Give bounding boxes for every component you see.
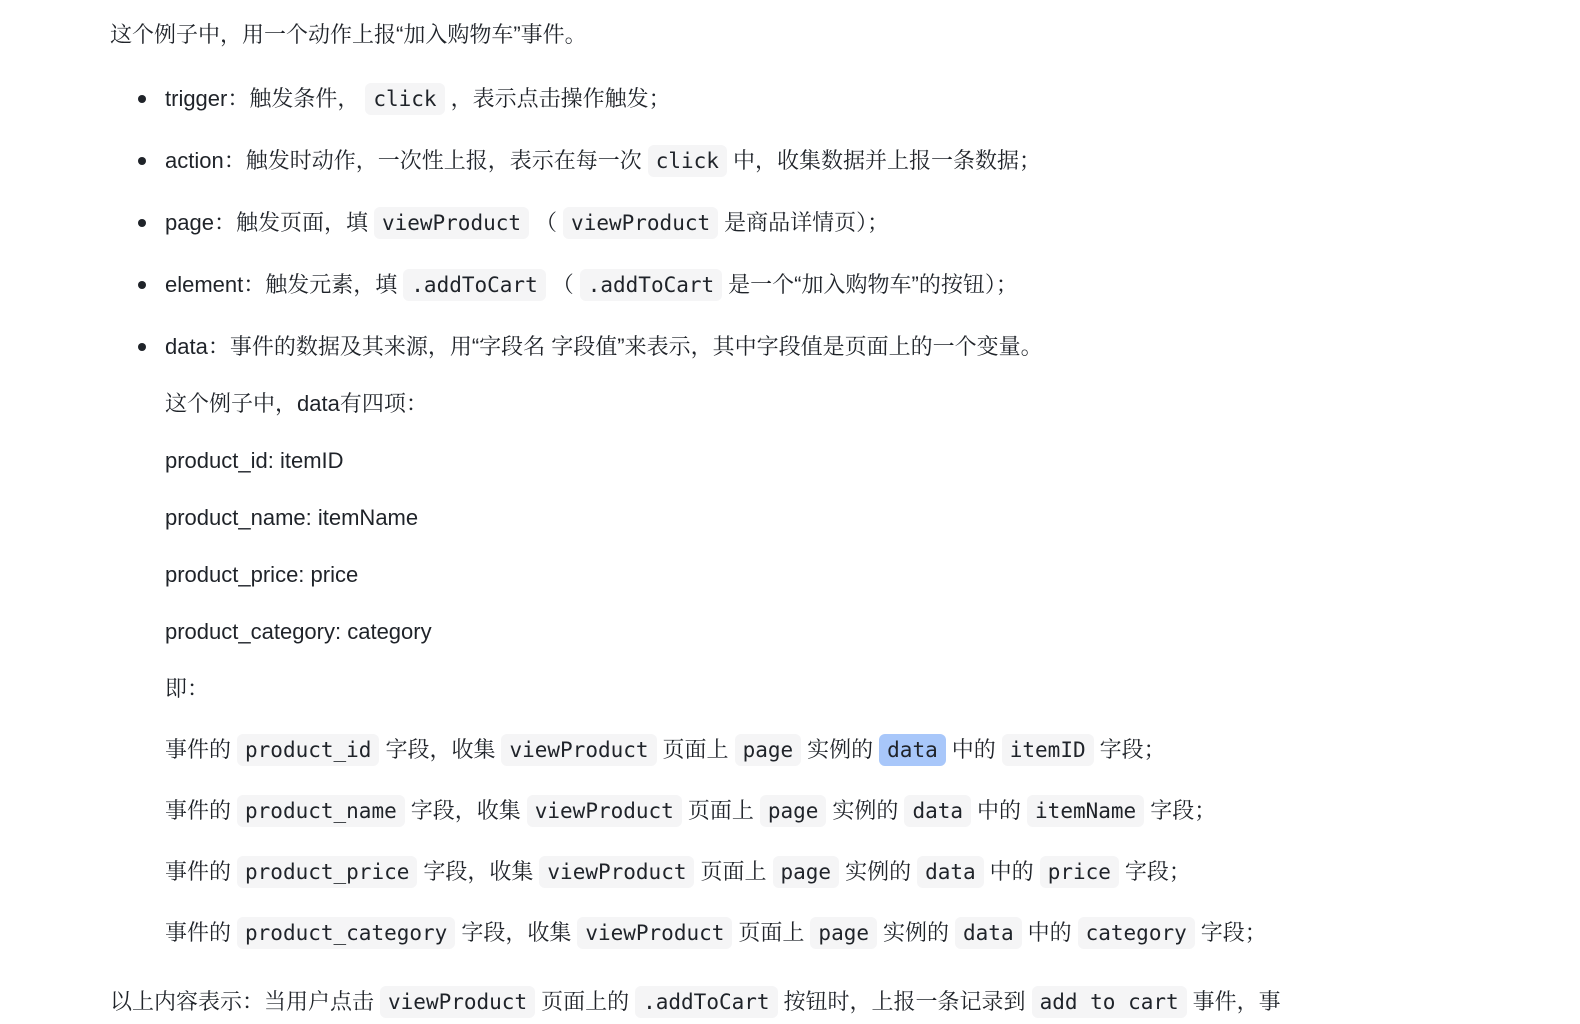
text-run: data：事件的数据及其来源，用“字段名 字段值”来表示，其中字段值是页面上的一个变量。 [165, 334, 1043, 359]
text-run: 中的 [989, 859, 1034, 884]
data-field-product-name [165, 501, 1550, 535]
text-run: product_name: itemName [165, 505, 419, 530]
text-run: 字段； [1150, 798, 1217, 823]
data-sub-namely [165, 672, 1550, 706]
text-run: 字段； [1200, 920, 1267, 945]
text-run: 页面上的 [541, 989, 630, 1014]
text-run: （ [551, 272, 574, 297]
text-run: 事件的 [165, 798, 232, 823]
bullet-action-text [165, 148, 1041, 173]
inline-code-chip: viewProduct [527, 795, 682, 827]
text-run: 是一个“加入购物车”的按钮）； [728, 272, 1018, 297]
text-run: 事件的 [165, 737, 232, 762]
bullet-item-action [165, 144, 1550, 178]
inline-code-chip: viewProduct [577, 917, 732, 949]
inline-code-chip: viewProduct [563, 207, 718, 239]
text-run: 页面上 [738, 920, 805, 945]
text-run: 是商品详情页）； [724, 210, 890, 235]
inline-code-chip: product_category [237, 917, 455, 949]
inline-code-chip: click [648, 145, 727, 177]
text-run: 这个例子中，data有四项： [165, 391, 428, 416]
text-run: 事件的 [165, 859, 232, 884]
bullet-data-text [165, 330, 1550, 364]
text-run: 中的 [977, 798, 1022, 823]
text-run: trigger：触发条件， [165, 86, 360, 111]
inline-code-chip: viewProduct [380, 986, 535, 1018]
text-run: 实例的 [845, 859, 912, 884]
text-run: 这个例子中，用一个动作上报“加入购物车”事件。 [110, 22, 587, 47]
inline-code-chip: itemID [1002, 734, 1094, 766]
bullet-list [110, 82, 1550, 950]
inline-code-chip: .addToCart [580, 269, 722, 301]
bullet-element-text [165, 272, 1018, 297]
text-run: 中，收集数据并上报一条数据； [732, 148, 1041, 173]
text-run: 即： [165, 676, 210, 701]
text-run: 中的 [951, 737, 996, 762]
inline-code-chip: data [955, 917, 1022, 949]
data-mapping-product-id [165, 733, 1550, 767]
inline-code-chip: page [760, 795, 827, 827]
data-sub-intro [165, 387, 1550, 421]
data-field-product-category [165, 615, 1550, 649]
inline-code-chip: .addToCart [403, 269, 545, 301]
inline-code-chip: product_id [237, 734, 379, 766]
inline-code-chip: price [1040, 856, 1119, 888]
data-mapping-product-name [165, 794, 1550, 828]
text-run: product_category: category [165, 619, 432, 644]
text-run: 中的 [1027, 920, 1072, 945]
data-mapping-product-category [165, 916, 1550, 950]
text-run: 实例的 [807, 737, 874, 762]
inline-code-chip: category [1078, 917, 1195, 949]
data-field-product-id [165, 444, 1550, 478]
text-run: product_id: itemID [165, 448, 344, 473]
text-run: 字段，收集 [423, 859, 534, 884]
data-mapping-product-price [165, 855, 1550, 889]
inline-code-chip: page [773, 856, 840, 888]
inline-code-chip: data [917, 856, 984, 888]
inline-code-chip: product_name [237, 795, 405, 827]
inline-code-chip: viewProduct [539, 856, 694, 888]
text-run: 实例的 [883, 920, 950, 945]
text-run: product_price: price [165, 562, 359, 587]
text-run: 以上内容表示：当用户点击 [110, 989, 375, 1014]
bullet-item-page [165, 206, 1550, 240]
text-run: 字段，收集 [385, 737, 496, 762]
inline-code-chip: viewProduct [374, 207, 529, 239]
inline-code-chip: itemName [1027, 795, 1144, 827]
text-run: 字段，收集 [410, 798, 521, 823]
text-run: 页面上 [687, 798, 754, 823]
text-run: ，表示点击操作触发； [450, 86, 671, 111]
text-run: 按钮时，上报一条记录到 [783, 989, 1026, 1014]
inline-code-chip: product_price [237, 856, 417, 888]
inline-code-chip: viewProduct [501, 734, 656, 766]
data-field-product-price [165, 558, 1550, 592]
intro-paragraph [110, 18, 1550, 52]
inline-code-chip: add to cart [1032, 986, 1187, 1018]
text-run: 页面上 [662, 737, 729, 762]
text-run: 实例的 [832, 798, 899, 823]
inline-code-chip: data [904, 795, 971, 827]
bullet-trigger-text [165, 86, 671, 111]
text-run: element：触发元素，填 [165, 272, 398, 297]
text-run: （ [535, 210, 558, 235]
bullet-item-element [165, 268, 1550, 302]
text-run: 字段； [1124, 859, 1191, 884]
inline-code-chip: page [810, 917, 877, 949]
text-run: action：触发时动作，一次性上报，表示在每一次 [165, 148, 642, 173]
text-run: 字段； [1099, 737, 1166, 762]
inline-code-chip: page [735, 734, 802, 766]
inline-code-chip: .addToCart [635, 986, 777, 1018]
bullet-item-trigger [165, 82, 1550, 116]
inline-code-chip: click [365, 83, 444, 115]
text-run: page：触发页面，填 [165, 210, 368, 235]
text-run: 事件，事 [1192, 989, 1281, 1014]
text-run: 事件的 [165, 920, 232, 945]
bullet-item-data [165, 330, 1550, 950]
bullet-page-text [165, 210, 889, 235]
text-run: 页面上 [700, 859, 767, 884]
inline-code-chip-highlighted: data [879, 734, 946, 766]
text-run: 字段，收集 [461, 920, 572, 945]
closing-paragraph [110, 985, 1550, 1019]
